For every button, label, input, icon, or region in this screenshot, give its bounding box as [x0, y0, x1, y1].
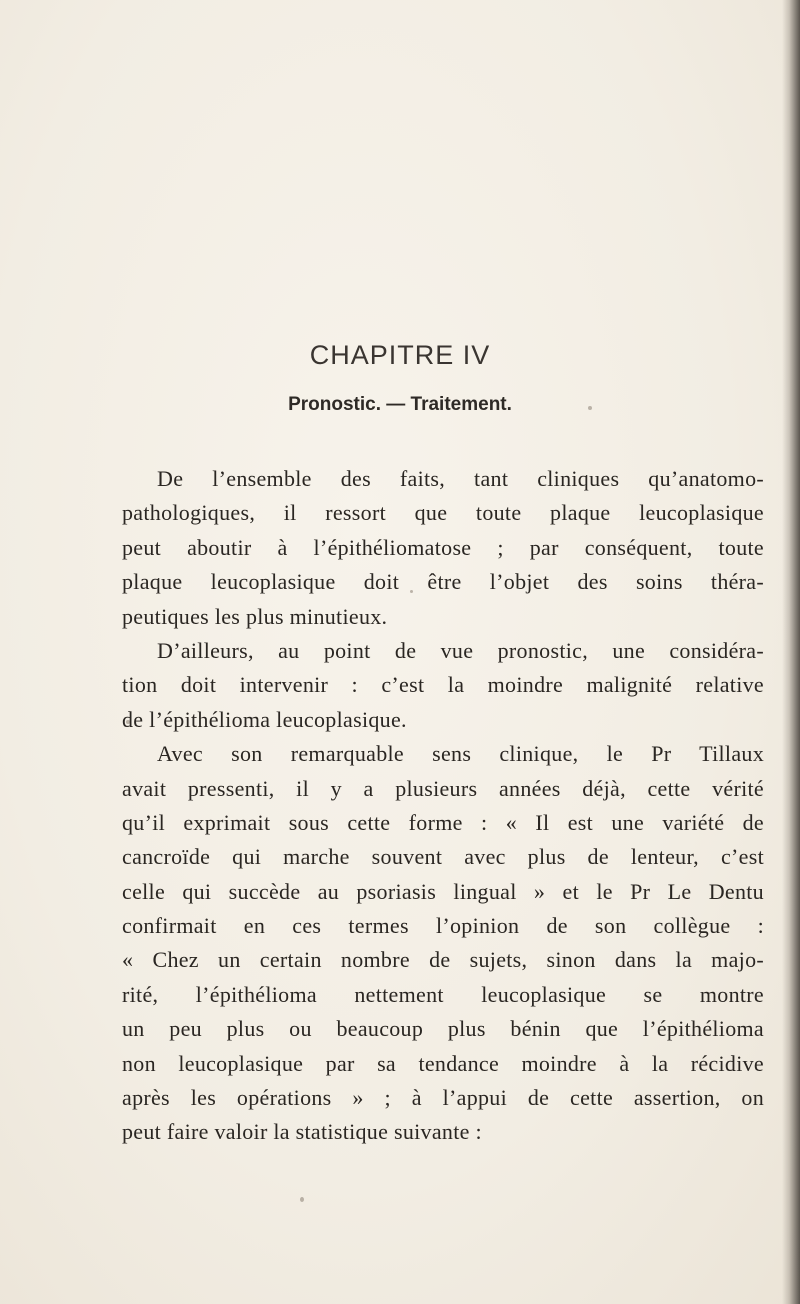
body-text — [122, 462, 764, 1150]
chapter-title: CHAPITRE IV — [309, 340, 491, 370]
text-line: cancroïde qui marche souvent avec plus de lenteur, c’est — [122, 844, 764, 870]
text-line: tion doit intervenir : c’est la moindre malignité relative — [122, 672, 764, 698]
text-line: après les opérations » ; à l’appui de cette assertion, on — [122, 1085, 764, 1111]
text-line: confirmait en ces termes l’opinion de son collègue : — [122, 913, 764, 939]
text-line: de l’épithélioma leucoplasique. — [122, 706, 407, 732]
section-title: Pronostic. — Traitement. — [288, 394, 512, 415]
text-line: non leucoplasique par sa tendance moindre à la récidive — [122, 1050, 764, 1076]
text-line: peut aboutir à l’épithéliomatose ; par conséquent, toute — [122, 534, 764, 560]
text-line: avait pressenti, il y a plusieurs années déjà, cette vérité — [122, 775, 764, 801]
text-line: peut faire valoir la statistique suivante : — [122, 1119, 482, 1145]
text-line: un peu plus ou beaucoup plus bénin que l’épithélioma — [122, 1016, 764, 1042]
text-line: Avec son remarquable sens clinique, le Pr Tillaux — [157, 741, 764, 767]
text-line: qu’il exprimait sous cette forme : « Il est une variété de — [122, 809, 764, 835]
text-line: rité, l’épithélioma nettement leucoplasique se montre — [122, 981, 764, 1007]
text-line: plaque leucoplasique doit être l’objet des soins théra- — [122, 569, 764, 595]
paper-speck — [300, 1197, 304, 1202]
text-line: celle qui succède au psoriasis lingual » et le Pr Le Dentu — [122, 878, 764, 904]
text-line: De l’ensemble des faits, tant cliniques qu’anatomo- — [157, 466, 764, 491]
text-line: pathologiques, il ressort que toute plaque leucoplasique — [122, 500, 764, 526]
page-edge-shadow — [782, 0, 800, 1304]
text-line: D’ailleurs, au point de vue pronostic, une considéra- — [157, 637, 764, 663]
text-line: peutiques les plus minutieux. — [122, 603, 388, 629]
text-line: « Chez un certain nombre de sujets, sinon dans la majo- — [122, 947, 764, 973]
